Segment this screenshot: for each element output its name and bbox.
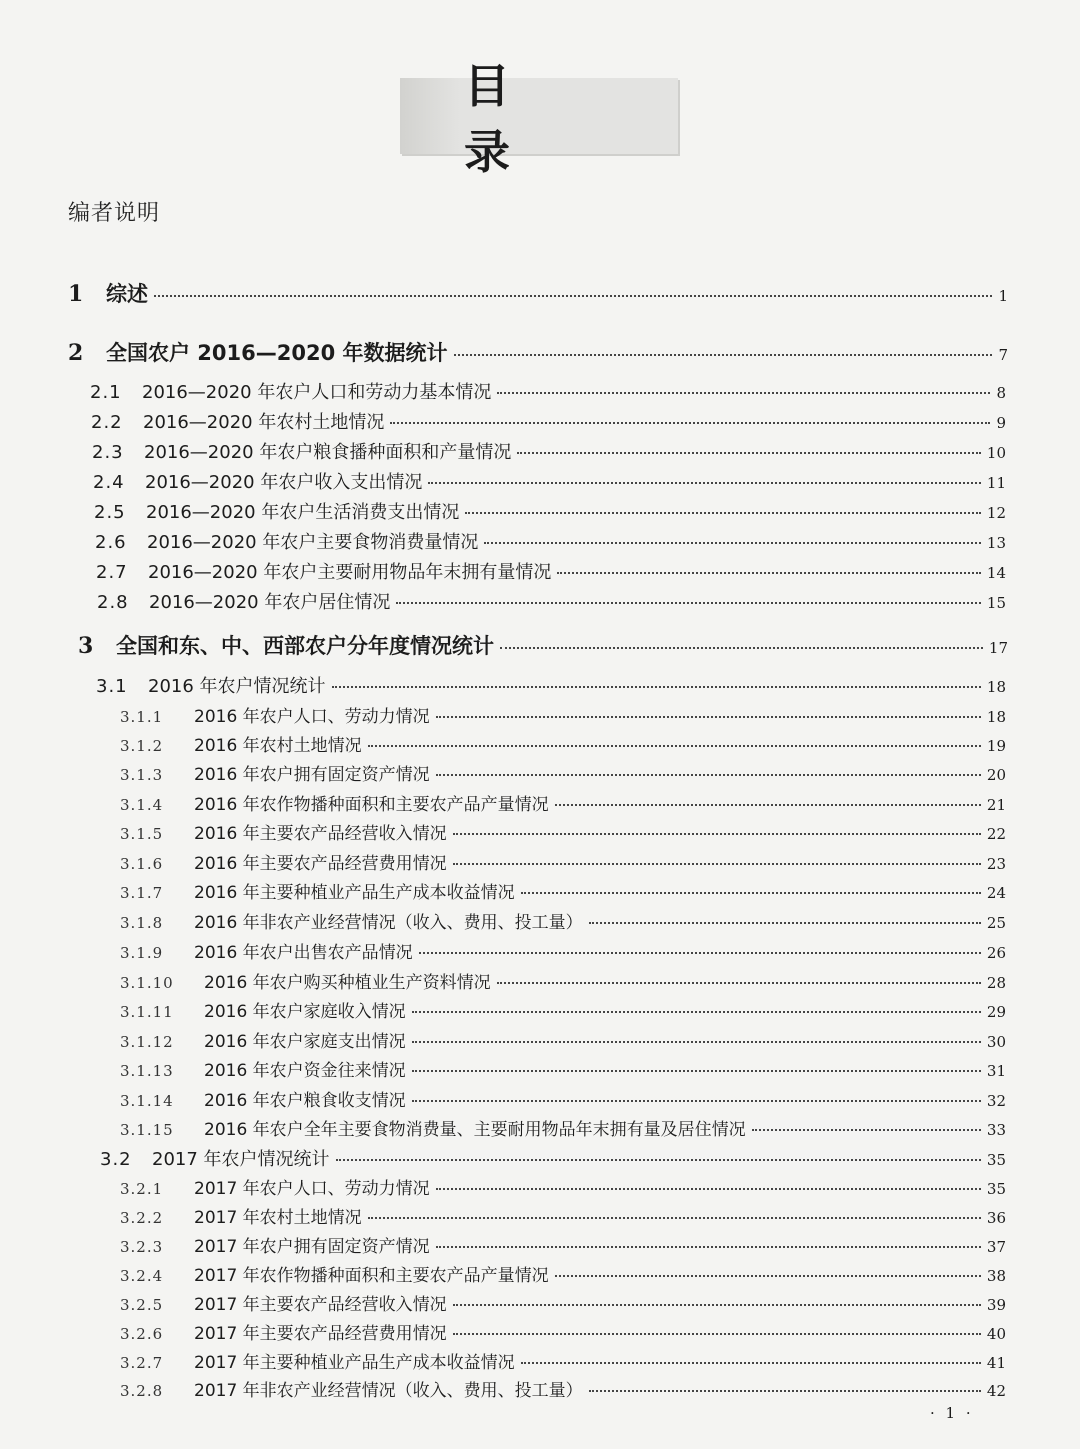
toc-entry[interactable]	[120, 878, 1006, 903]
dot-leader	[436, 1187, 981, 1190]
toc-entry[interactable]	[120, 997, 1006, 1022]
toc-entry[interactable]	[120, 1319, 1006, 1344]
toc-entry[interactable]	[68, 278, 1008, 308]
toc-entry-page-number: 39	[986, 1296, 1006, 1314]
toc-entry-title: 2016 年主要农产品经营费用情况	[194, 854, 447, 874]
toc-entry-number: 3.1.8	[120, 914, 164, 932]
dot-leader	[453, 832, 981, 835]
toc-entry[interactable]	[100, 1145, 1006, 1171]
dot-leader	[436, 715, 981, 718]
toc-entry-number: 3.2.8	[120, 1382, 164, 1400]
toc-entry-title: 2016—2020 年农村土地情况	[143, 412, 385, 433]
toc-entry-number: 3.2.4	[120, 1267, 164, 1285]
toc-entry-page-number: 19	[986, 737, 1006, 755]
toc-entry-page-number: 14	[986, 564, 1006, 582]
toc-entry-page-number: 1	[998, 287, 1008, 305]
toc-entry-title: 2017 年主要种植业产品生产成本收益情况	[194, 1353, 515, 1373]
toc-entry-page-number: 15	[986, 594, 1006, 612]
toc-entry[interactable]	[93, 468, 1006, 494]
dot-leader	[368, 744, 981, 747]
toc-entry-number: 3.2.7	[120, 1354, 164, 1372]
toc-entry-page-number: 18	[986, 708, 1006, 726]
toc-entry-page-number: 36	[986, 1209, 1006, 1227]
toc-entry-number: 3.1	[96, 676, 128, 697]
toc-entry-page-number: 23	[986, 855, 1006, 873]
dot-leader	[453, 1332, 981, 1335]
toc-entry-number: 3.1.5	[120, 825, 164, 843]
toc-entry-number: 2.2	[91, 412, 123, 433]
toc-entry-page-number: 29	[986, 1003, 1006, 1021]
toc-entry-number: 3.1.7	[120, 884, 164, 902]
toc-entry-page-number: 32	[986, 1092, 1006, 1110]
toc-entry[interactable]	[120, 760, 1006, 785]
toc-entry-page-number: 38	[986, 1267, 1006, 1285]
toc-entry-page-number: 37	[986, 1238, 1006, 1256]
dot-leader	[484, 541, 981, 544]
toc-entry-page-number: 11	[986, 474, 1006, 492]
toc-entry-title: 2016 年农户全年主要食物消费量、主要耐用物品年末拥有量及居住情况	[204, 1120, 746, 1140]
dot-leader	[428, 481, 981, 484]
toc-entry[interactable]	[78, 630, 1008, 660]
page-title: 目 录	[464, 59, 574, 179]
toc-entry-number: 3.1.13	[120, 1062, 174, 1080]
toc-entry-number: 3.1.11	[120, 1003, 174, 1021]
toc-entry-title: 2016 年农村土地情况	[194, 736, 362, 756]
toc-entry-number: 2.4	[93, 472, 125, 493]
toc-entry-title: 2016 年农户粮食收支情况	[204, 1091, 406, 1111]
toc-entry-title: 2016—2020 年农户粮食播种面积和产量情况	[144, 442, 512, 463]
dot-leader	[419, 951, 981, 954]
toc-entry-page-number: 17	[988, 639, 1008, 657]
toc-entry-page-number: 28	[986, 974, 1006, 992]
toc-entry-title: 2016—2020 年农户收入支出情况	[145, 472, 423, 493]
toc-entry[interactable]	[120, 1115, 1006, 1140]
toc-entry-number: 2.8	[97, 592, 129, 613]
dot-leader	[589, 1389, 981, 1392]
toc-entry[interactable]	[120, 1290, 1006, 1315]
toc-entry-page-number: 9	[996, 414, 1006, 432]
toc-entry[interactable]	[94, 498, 1006, 524]
toc-entry[interactable]	[120, 968, 1006, 993]
toc-entry-number: 3.1.6	[120, 855, 164, 873]
toc-entry-title: 2016 年农户购买种植业生产资料情况	[204, 973, 491, 993]
toc-entry-title: 2016 年非农产业经营情况（收入、费用、投工量）	[194, 913, 583, 933]
toc-entry[interactable]	[120, 908, 1006, 933]
toc-entry-title: 2016—2020 年农户居住情况	[149, 592, 391, 613]
dot-leader	[555, 803, 981, 806]
toc-entry-number: 3.1.15	[120, 1121, 174, 1139]
toc-entry[interactable]	[120, 1376, 1006, 1401]
toc-entry[interactable]	[120, 819, 1006, 844]
toc-entry-page-number: 42	[986, 1382, 1006, 1400]
toc-entry-page-number: 21	[986, 796, 1006, 814]
toc-entry-number: 3.1.4	[120, 796, 164, 814]
toc-entry-page-number: 18	[986, 678, 1006, 696]
toc-entry[interactable]	[120, 1348, 1006, 1373]
toc-entry-title: 2016—2020 年农户主要耐用物品年末拥有量情况	[148, 562, 552, 583]
dot-leader	[396, 601, 981, 604]
toc-entry-page-number: 20	[986, 766, 1006, 784]
toc-entry[interactable]	[120, 938, 1006, 963]
dot-leader	[453, 862, 981, 865]
dot-leader	[368, 1216, 981, 1219]
toc-entry[interactable]	[120, 1027, 1006, 1052]
toc-entry[interactable]	[96, 558, 1006, 584]
toc-entry-number: 2.6	[95, 532, 127, 553]
dot-leader	[497, 981, 981, 984]
toc-entry-page-number: 24	[986, 884, 1006, 902]
toc-entry[interactable]	[92, 438, 1006, 464]
toc-entry[interactable]	[120, 1174, 1006, 1199]
dot-leader	[390, 421, 990, 424]
dot-leader	[336, 1158, 981, 1161]
toc-entry-number: 3.2.1	[120, 1180, 164, 1198]
toc-entry-number: 3.2	[100, 1149, 132, 1170]
dot-leader	[752, 1128, 981, 1131]
toc-entry-page-number: 12	[986, 504, 1006, 522]
toc-entry-page-number: 30	[986, 1033, 1006, 1051]
dot-leader	[154, 294, 992, 297]
dot-leader	[454, 353, 993, 356]
toc-entry[interactable]	[120, 849, 1006, 874]
toc-entry-number: 2.7	[96, 562, 128, 583]
toc-entry-page-number: 40	[986, 1325, 1006, 1343]
toc-entry-title: 2017 年农户情况统计	[152, 1149, 330, 1170]
dot-leader	[557, 571, 981, 574]
editor-note-entry[interactable]: 编者说明	[68, 201, 161, 226]
dot-leader	[412, 1069, 981, 1072]
toc-entry-page-number: 41	[986, 1354, 1006, 1372]
toc-entry-title: 2017 年主要农产品经营收入情况	[194, 1295, 447, 1315]
toc-entry-number: 3.2.5	[120, 1296, 164, 1314]
toc-entry-page-number: 7	[998, 346, 1008, 364]
toc-entry-title: 2017 年农户人口、劳动力情况	[194, 1179, 430, 1199]
toc-entry-number: 3.1.14	[120, 1092, 174, 1110]
dot-leader	[412, 1099, 981, 1102]
toc-entry-page-number: 33	[986, 1121, 1006, 1139]
toc-entry[interactable]	[120, 1261, 1006, 1286]
toc-entry-title: 2016 年主要农产品经营收入情况	[194, 824, 447, 844]
dot-leader	[332, 685, 981, 688]
toc-entry[interactable]	[91, 408, 1006, 434]
toc-entry-number: 2	[68, 340, 84, 366]
toc-entry[interactable]	[95, 528, 1006, 554]
toc-entry-title: 2017 年农作物播种面积和主要农产品产量情况	[194, 1266, 549, 1286]
dot-leader	[500, 646, 983, 649]
toc-entry[interactable]	[68, 337, 1008, 367]
dot-leader	[555, 1274, 981, 1277]
toc-entry-title: 2016 年主要种植业产品生产成本收益情况	[194, 883, 515, 903]
dot-leader	[589, 921, 981, 924]
toc-entry[interactable]	[120, 1232, 1006, 1257]
dot-leader	[412, 1010, 981, 1013]
toc-entry[interactable]	[120, 1203, 1006, 1228]
dot-leader	[436, 1245, 981, 1248]
dot-leader	[497, 391, 990, 394]
dot-leader	[517, 451, 981, 454]
toc-entry-number: 3.1.12	[120, 1033, 174, 1051]
toc-entry-title: 全国和东、中、西部农户分年度情况统计	[116, 634, 494, 658]
toc-entry[interactable]	[120, 1056, 1006, 1081]
dot-leader	[453, 1303, 981, 1306]
toc-entry-page-number: 13	[986, 534, 1006, 552]
toc-entry[interactable]	[97, 588, 1006, 614]
toc-entry[interactable]	[120, 790, 1006, 815]
toc-entry-title: 2016 年农作物播种面积和主要农产品产量情况	[194, 795, 549, 815]
toc-entry-title: 2016 年农户出售农产品情况	[194, 943, 413, 963]
toc-entry-number: 2.1	[90, 382, 122, 403]
toc-entry-title: 2016 年农户资金往来情况	[204, 1061, 406, 1081]
toc-entry-number: 3.1.1	[120, 708, 164, 726]
toc-entry-number: 3.2.6	[120, 1325, 164, 1343]
toc-entry-title: 2016 年农户家庭支出情况	[204, 1032, 406, 1052]
toc-entry-title: 全国农户 2016—2020 年数据统计	[106, 341, 448, 365]
toc-entry-number: 3.1.10	[120, 974, 174, 992]
dot-leader	[412, 1040, 981, 1043]
dot-leader	[436, 773, 981, 776]
toc-entry-page-number: 8	[996, 384, 1006, 402]
toc-entry-title: 2016—2020 年农户人口和劳动力基本情况	[142, 382, 492, 403]
toc-entry-title: 2017 年农户拥有固定资产情况	[194, 1237, 430, 1257]
dot-leader	[521, 891, 981, 894]
toc-entry-page-number: 35	[986, 1151, 1006, 1169]
toc-entry-title: 2017 年非农产业经营情况（收入、费用、投工量）	[194, 1381, 583, 1401]
toc-entry-page-number: 35	[986, 1180, 1006, 1198]
dot-leader	[465, 511, 981, 514]
toc-entry-number: 3.2.3	[120, 1238, 164, 1256]
toc-entry-title: 2016 年农户家庭收入情况	[204, 1002, 406, 1022]
toc-entry-title: 2017 年农村土地情况	[194, 1208, 362, 1228]
toc-entry-page-number: 25	[986, 914, 1006, 932]
toc-entry-number: 3.2.2	[120, 1209, 164, 1227]
toc-entry-title: 2016 年农户情况统计	[148, 676, 326, 697]
toc-entry-title: 2016 年农户人口、劳动力情况	[194, 707, 430, 727]
dot-leader	[521, 1361, 981, 1364]
toc-entry-number: 2.3	[92, 442, 124, 463]
toc-entry-title: 2016—2020 年农户主要食物消费量情况	[147, 532, 479, 553]
toc-entry-title: 2016—2020 年农户生活消费支出情况	[146, 502, 460, 523]
toc-entry[interactable]	[90, 378, 1006, 404]
toc-entry[interactable]	[96, 672, 1006, 698]
toc-entry[interactable]	[120, 1086, 1006, 1111]
toc-entry[interactable]	[120, 702, 1006, 727]
toc-entry-title: 综述	[106, 282, 148, 306]
toc-entry-title: 2016 年农户拥有固定资产情况	[194, 765, 430, 785]
toc-entry-page-number: 10	[986, 444, 1006, 462]
toc-entry-page-number: 26	[986, 944, 1006, 962]
toc-entry-number: 3.1.9	[120, 944, 164, 962]
toc-entry-number: 3.1.2	[120, 737, 164, 755]
toc-entry-number: 2.5	[94, 502, 126, 523]
toc-entry-number: 3.1.3	[120, 766, 164, 784]
toc-entry-page-number: 22	[986, 825, 1006, 843]
toc-entry-title: 2017 年主要农产品经营费用情况	[194, 1324, 447, 1344]
page-number: · 1 ·	[930, 1404, 974, 1422]
toc-entry-number: 3	[78, 633, 94, 659]
toc-entry-page-number: 31	[986, 1062, 1006, 1080]
toc-entry[interactable]	[120, 731, 1006, 756]
toc-entry-number: 1	[68, 281, 84, 307]
